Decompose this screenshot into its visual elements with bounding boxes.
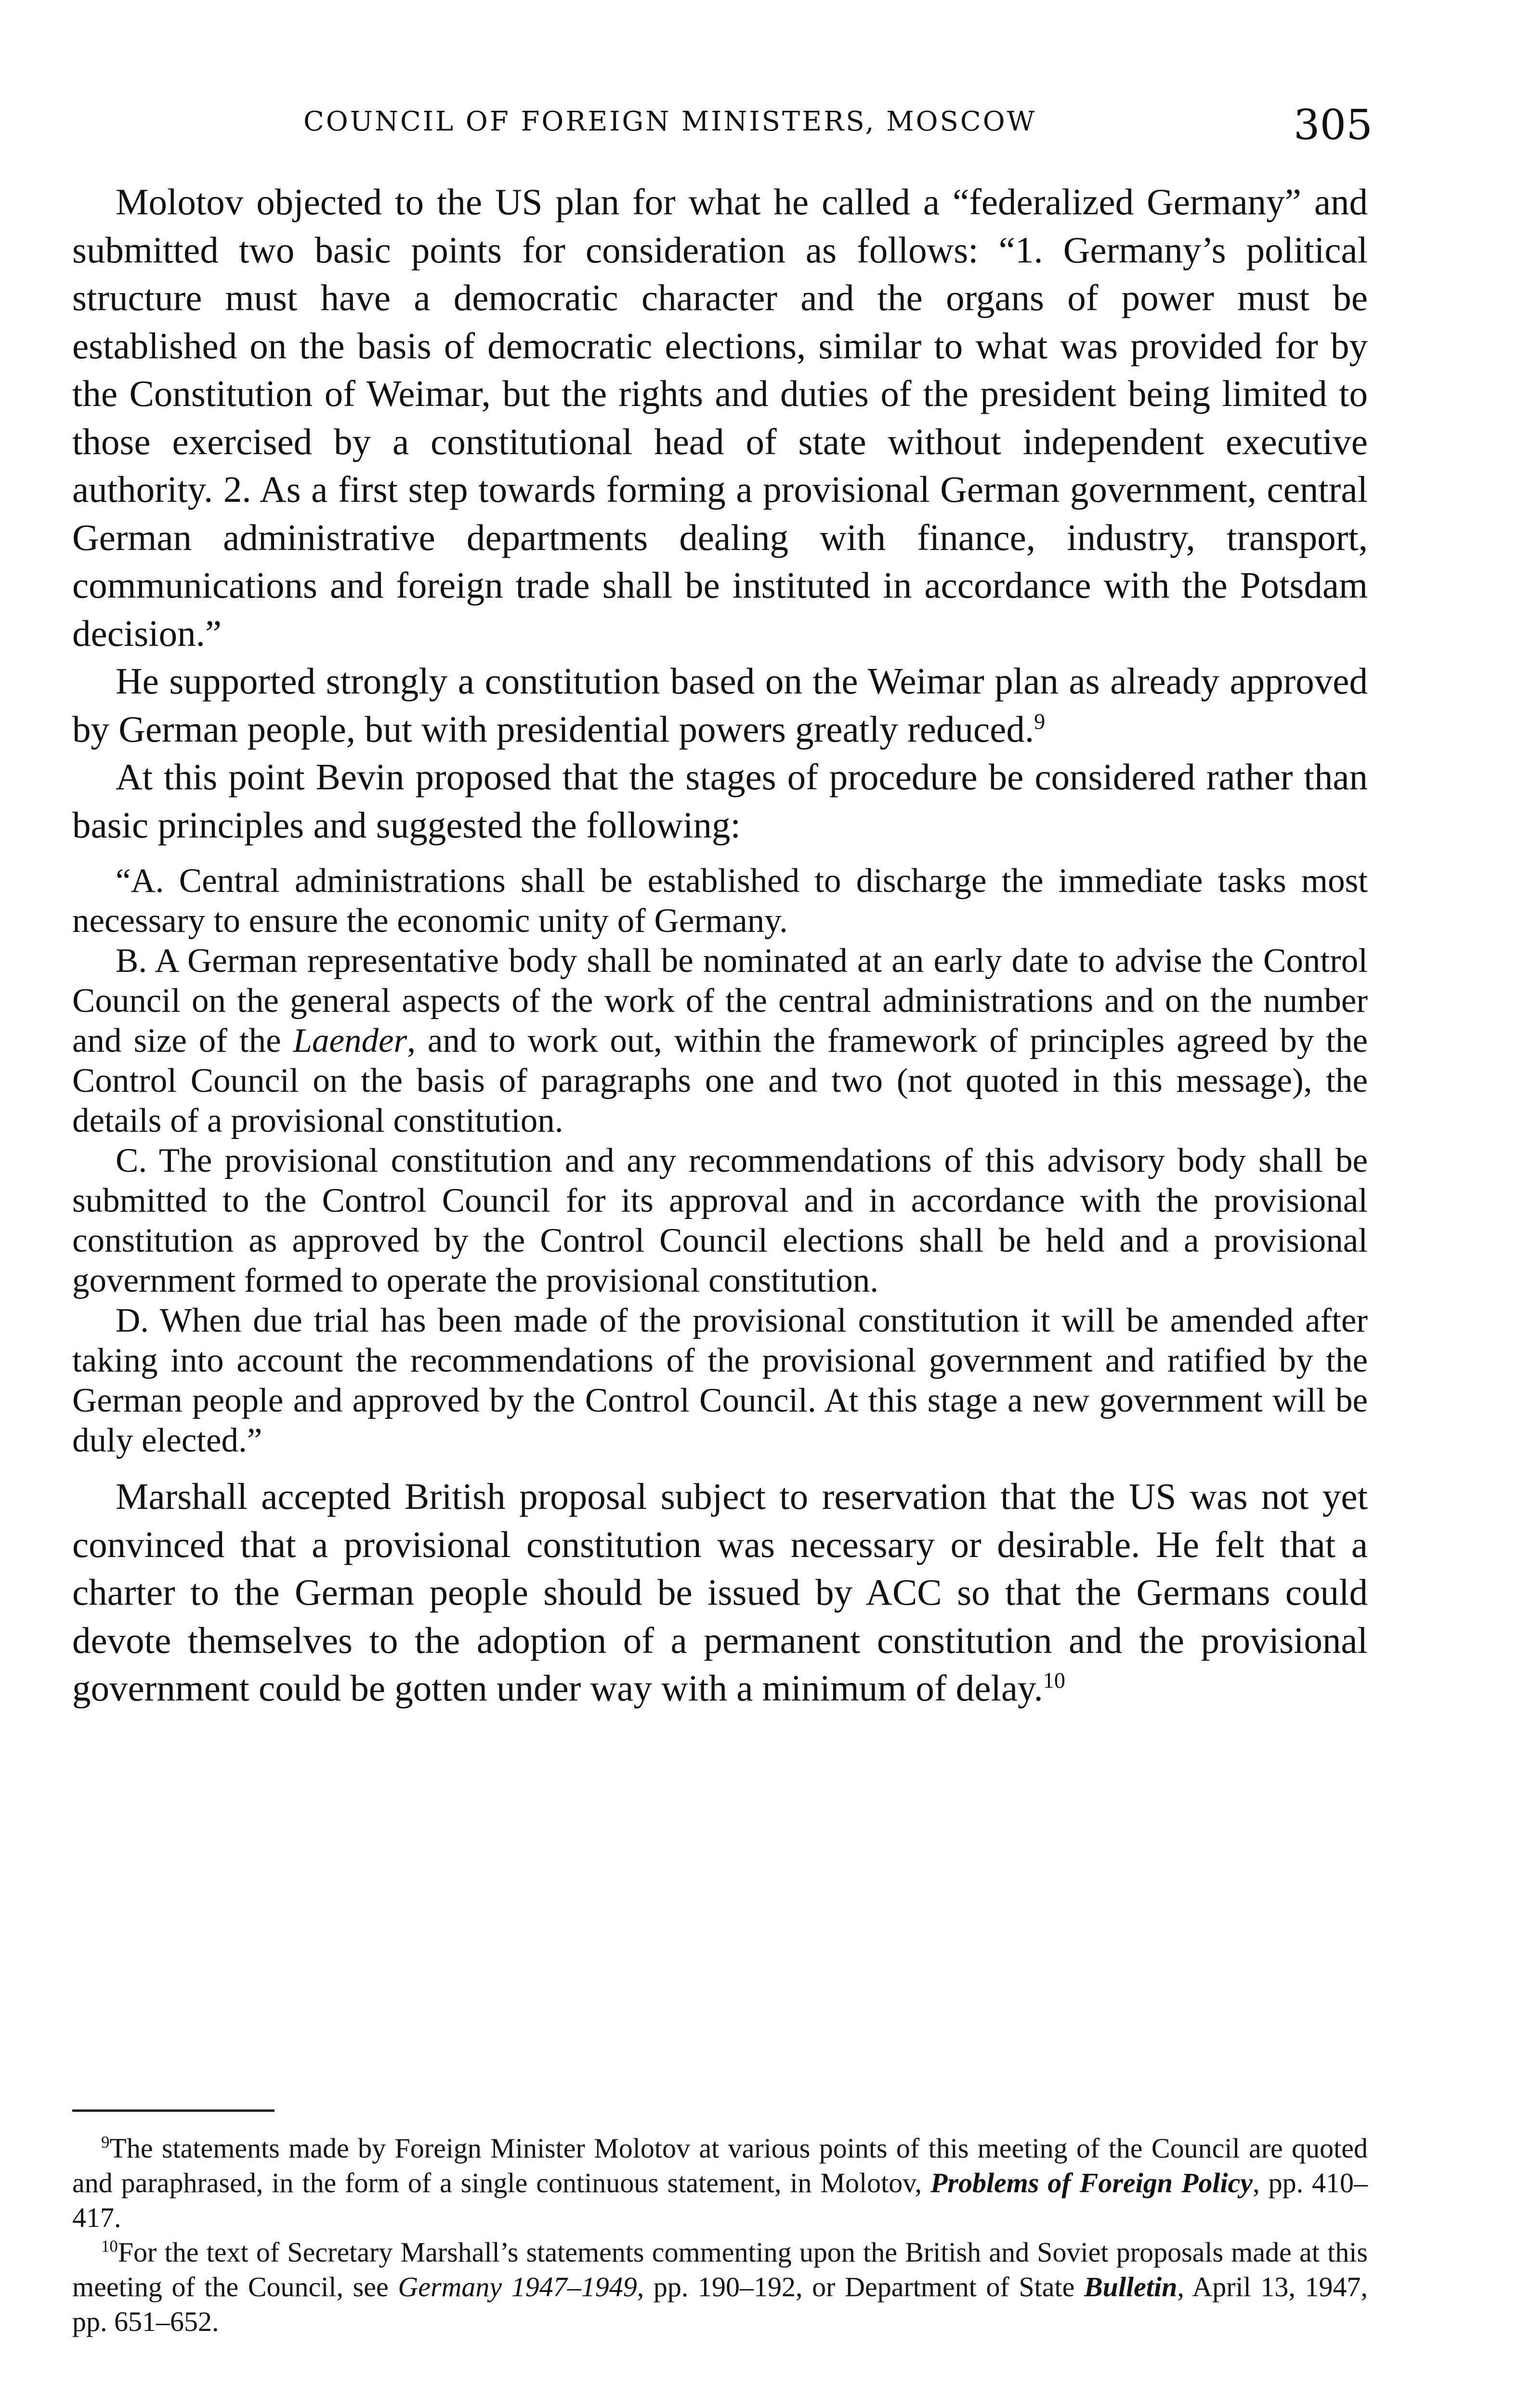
running-head (72, 101, 1373, 154)
quote-item-c (72, 1141, 1368, 1301)
paragraph-molotov (72, 178, 1368, 657)
footnote-9-mark: 9 (101, 2133, 110, 2152)
footnote-10 (72, 2235, 1368, 2339)
footnote-10-title-germany: Germany 1947–1949 (398, 2271, 637, 2303)
paragraph-weimar-text: He supported strongly a constitution based on the Weimar plan as already approved by German people, but with presidential powers greatly reduced. (72, 660, 1368, 750)
footnote-ref-9: 9 (1034, 708, 1046, 733)
footnote-divider (72, 2109, 275, 2112)
bevin-proposal-quote (72, 861, 1368, 1461)
quote-item-a (72, 861, 1368, 941)
running-title: COUNCIL OF FOREIGN MINISTERS, MOSCOW (303, 106, 1037, 137)
footnote-9-end: , pp. 410–417. (72, 2167, 1368, 2233)
paragraph-marshall-text: Marshall accepted British proposal subject to reservation that the US was not yet convinced that a provisional constitution was necessary or desirable. He felt that a charter to the German people should be issued by ACC so that the Germans could devote themselves to the adoption of a permanent constitution and the provisional government could be gotten under way with a minimum of delay. (72, 1476, 1368, 1709)
paragraph-molotov-text: Molotov objected to the US plan for what he called a “federalized Germany” and submitted two basic points for consideration as follows: “1. Germany’s political structure must have a democratic character and the organs of power must be established on the basis of democratic elections, similar to what was provided for by the Constitution of Weimar, but the rights and duties of the president being limited to those exercised by a constitutional head of state without independent executive authority. 2. As a first step towards forming a provisional German government, central German administrative departments dealing with finance, industry, transport, communications and foreign trade shall be instituted in accordance with the Potsdam decision.” (72, 181, 1368, 654)
footnote-10-mid: , pp. 190–192, or Department of State (637, 2271, 1075, 2303)
quote-item-c-text: C. The provisional constitution and any recommendations of this advisory body shall be submitted to the Control Council for its approval and in accordance with the provisional constitution as approved by the Control Council elections shall be held and a provisional government formed to operate the provisional constitution. (72, 1142, 1368, 1299)
footnote-9-text: The statements made by Foreign Minister Molotov at various points of this meeting of the Council are quoted and paraphrased, in the form of a single continuous statement, in Molotov, (72, 2133, 1368, 2199)
quote-item-b-text-2: , and to work out, within the framework of principles agreed by the Control Council on the basis of paragraphs one and two (not quoted in this message), the details of a provisional constitution. (72, 1022, 1368, 1139)
body-text (72, 178, 1368, 1713)
quote-item-b-text-1: B. A German representative body shall be nominated at an early date to advise the Control Council on the general aspects of the work of the central administrations and on the number and size of the (72, 942, 1368, 1060)
footnote-10-text: For the text of Secretary Marshall’s statements commenting upon the British and Soviet proposals made at this meeting of the Council, see (72, 2237, 1368, 2303)
quote-item-d-text: D. When due trial has been made of the provisional constitution it will be amended after taking into account the recommendations of the provisional government and ratified by the German people and approved by the Control Council. At this stage a new government will be duly elected.” (72, 1302, 1368, 1459)
footnote-10-title-bulletin: Bulletin (1084, 2271, 1178, 2303)
footnote-9 (72, 2131, 1368, 2235)
quote-item-b (72, 941, 1368, 1141)
footnote-10-mark: 10 (101, 2237, 118, 2256)
footnote-9-title: Problems of Foreign Policy (930, 2167, 1253, 2199)
footnotes (72, 2109, 1368, 2339)
quote-item-b-italic: Laender (293, 1022, 407, 1060)
footnote-10-end: , April 13, 1947, pp. 651–652. (72, 2271, 1368, 2337)
footnote-ref-10: 10 (1043, 1668, 1065, 1693)
paragraph-bevin (72, 753, 1368, 849)
page-number: 305 (1293, 101, 1373, 149)
paragraph-weimar (72, 657, 1368, 753)
quote-item-a-text: “A. Central administrations shall be established to discharge the immediate tasks most necessary to ensure the economic unity of Germany. (72, 862, 1368, 940)
paragraph-marshall (72, 1473, 1368, 1713)
quote-item-d (72, 1301, 1368, 1461)
paragraph-bevin-text: At this point Bevin proposed that the stages of procedure be considered rather than basic principles and suggested the following: (72, 756, 1368, 846)
